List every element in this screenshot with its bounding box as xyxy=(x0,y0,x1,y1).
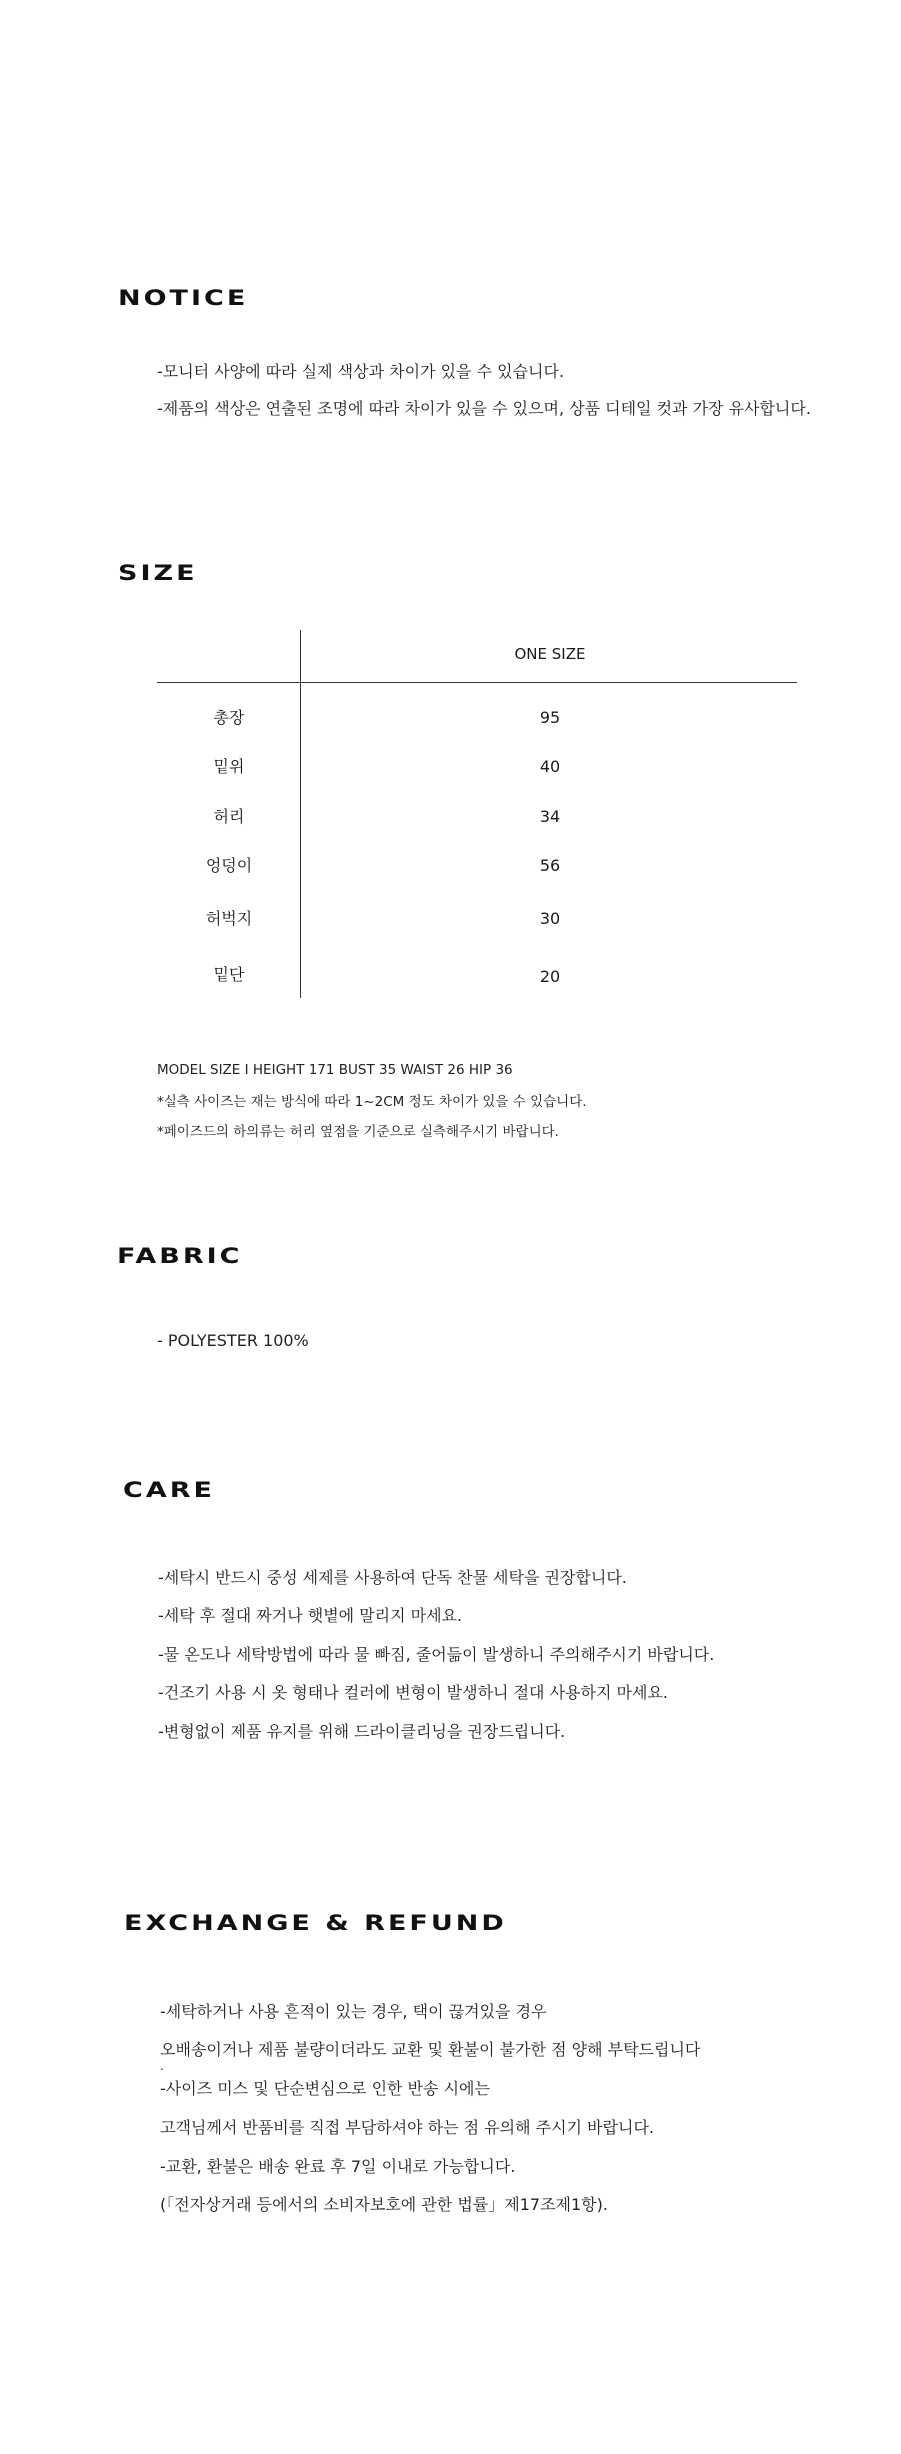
size-row-label: 밑위 xyxy=(213,757,245,776)
care-line: -물 온도나 세탁방법에 따라 물 빠짐, 줄어듦이 발생하니 주의해주시기 바랍니다. xyxy=(158,1645,715,1664)
size-heading: SIZE xyxy=(118,561,198,586)
size-row-value: 95 xyxy=(539,708,561,727)
size-row-label: 밑단 xyxy=(213,965,245,984)
care-line: -세탁시 반드시 중성 세제를 사용하여 단독 찬물 세탁을 권장합니다. xyxy=(158,1568,627,1587)
notice-line: -모니터 사양에 따라 실제 색상과 차이가 있을 수 있습니다. xyxy=(157,362,565,381)
size-row-value: 34 xyxy=(539,807,561,826)
model-size-note: MODEL SIZE I HEIGHT 171 BUST 35 WAIST 26 HIP 36 xyxy=(157,1062,513,1078)
size-row-value: 20 xyxy=(539,967,561,986)
exchange-line: 오배송이거나 제품 불량이더라도 교환 및 환불이 불가한 점 양해 부탁드립니다 xyxy=(160,2040,701,2059)
exchange-line: -사이즈 미스 및 단순변심으로 인한 반송 시에는 xyxy=(160,2079,490,2098)
size-row-label: 허리 xyxy=(213,807,245,826)
fabric-heading: FABRIC xyxy=(117,1244,243,1269)
size-row-label: 엉덩이 xyxy=(205,856,253,875)
size-row-value: 56 xyxy=(539,856,561,875)
table-header-divider xyxy=(157,682,797,683)
exchange-line: 고객님께서 반품비를 직접 부담하셔야 하는 점 유의해 주시기 바랍니다. xyxy=(160,2118,654,2137)
exchange-line: (「전자상거래 등에서의 소비자보호에 관한 법률」제17조제1항). xyxy=(160,2195,608,2214)
size-row-label: 허벅지 xyxy=(205,909,253,928)
size-row-label: 총장 xyxy=(213,708,245,727)
exchange-line: -교환, 환불은 배송 완료 후 7일 이내로 가능합니다. xyxy=(160,2157,516,2176)
care-line: -세탁 후 절대 짜거나 햇볕에 말리지 마세요. xyxy=(158,1606,463,1625)
size-column-header: ONE SIZE xyxy=(514,645,586,663)
notice-heading: NOTICE xyxy=(118,286,249,311)
fabric-line: - POLYESTER 100% xyxy=(157,1331,309,1350)
care-line: -변형없이 제품 유지를 위해 드라이클리닝을 권장드립니다. xyxy=(158,1722,566,1741)
exchange-refund-heading: EXCHANGE & REFUND xyxy=(124,1911,507,1936)
exchange-line: . xyxy=(160,2059,164,2073)
care-heading: CARE xyxy=(123,1478,215,1503)
exchange-line: -세탁하거나 사용 흔적이 있는 경우, 택이 끊겨있을 경우 xyxy=(160,2002,547,2021)
notice-line: -제품의 색상은 연출된 조명에 따라 차이가 있을 수 있으며, 상품 디테일 컷과 가장 유사합니다. xyxy=(157,399,811,418)
size-row-value: 30 xyxy=(539,909,561,928)
care-line: -건조기 사용 시 옷 형태나 컬러에 변형이 발생하니 절대 사용하지 마세요. xyxy=(158,1683,668,1702)
size-row-value: 40 xyxy=(539,757,561,776)
measurement-note: *실측 사이즈는 재는 방식에 따라 1~2CM 정도 차이가 있을 수 있습니다. xyxy=(157,1094,587,1110)
measurement-note: *페이즈드의 하의류는 허리 옆점을 기준으로 실측해주시기 바랍니다. xyxy=(157,1124,559,1140)
table-vertical-divider xyxy=(300,630,301,998)
